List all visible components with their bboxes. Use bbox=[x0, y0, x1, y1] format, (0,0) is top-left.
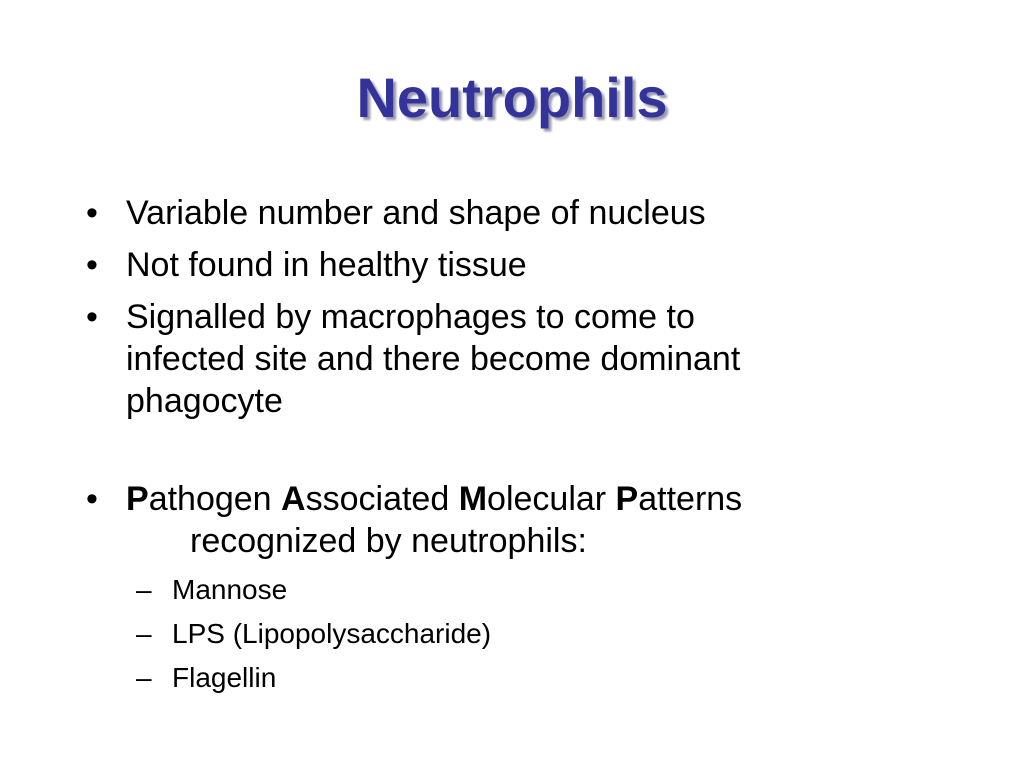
bullet-item bbox=[86, 190, 946, 236]
slide-title: Neutrophils bbox=[356, 66, 668, 129]
sub-bullet-text: Flagellin bbox=[172, 662, 277, 693]
pamp-line2: recognized by neutrophils: bbox=[190, 522, 587, 560]
pamp-bullet bbox=[86, 476, 946, 564]
pamp-word-rest: atterns bbox=[638, 480, 743, 518]
pamp-initial-p: P bbox=[126, 480, 149, 518]
bullet-item bbox=[86, 294, 946, 424]
dash-mark: – bbox=[136, 618, 152, 649]
bullet-text-line: infected site and there become dominant bbox=[126, 340, 741, 378]
bullet-text: Variable number and shape of nucleus bbox=[126, 194, 706, 232]
bullet-mark: • bbox=[86, 480, 98, 518]
sub-bullet-text: Mannose bbox=[172, 574, 288, 605]
bullet-mark: • bbox=[86, 194, 98, 232]
pamp-initial-p2: P bbox=[615, 480, 639, 518]
bullet-text: Not found in healthy tissue bbox=[126, 246, 527, 284]
pamp-initial-m: M bbox=[458, 480, 488, 518]
pamp-initial-a: A bbox=[281, 480, 306, 518]
bullet-item bbox=[86, 242, 946, 288]
pamp-line1 bbox=[126, 480, 742, 518]
bullet-text-line: phagocyte bbox=[126, 382, 283, 420]
dash-mark: – bbox=[136, 574, 152, 605]
sub-bullet-item bbox=[86, 568, 946, 612]
sub-bullet-list bbox=[86, 568, 946, 700]
dash-mark: – bbox=[136, 662, 152, 693]
sub-bullet-item bbox=[86, 612, 946, 656]
pamp-word-rest: olecular bbox=[487, 480, 616, 518]
bullet-mark: • bbox=[86, 298, 98, 336]
slide-body bbox=[86, 190, 946, 700]
bullet-mark: • bbox=[86, 246, 98, 284]
bullet-text-line: Signalled by macrophages to come to bbox=[126, 298, 695, 336]
sub-bullet-item bbox=[86, 656, 946, 700]
pamp-word-rest: ssociated bbox=[305, 480, 459, 518]
sub-bullet-text: LPS (Lipopolysaccharide) bbox=[172, 618, 492, 649]
pamp-word-rest: athogen bbox=[148, 480, 282, 518]
